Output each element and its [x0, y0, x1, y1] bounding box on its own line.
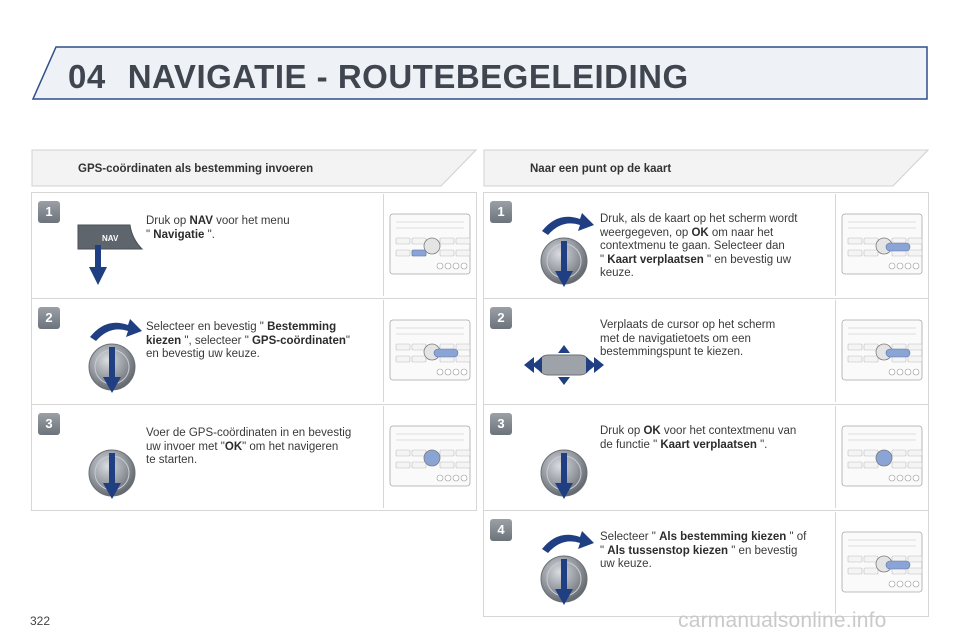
- right-steps: [483, 192, 929, 617]
- step-text-run: Selecteer ": [600, 531, 660, 543]
- instruction-step: [483, 299, 929, 405]
- instruction-step: [483, 405, 929, 511]
- step-text-run: Voer de GPS-coördinaten in en bevestig uw invoer met ": [146, 427, 352, 453]
- nav-button-with-arrow-icon: [72, 205, 152, 287]
- control-panel-icon: [383, 406, 475, 508]
- page-title: [68, 58, 689, 96]
- instruction-step: [31, 405, 477, 511]
- control-panel-icon: [383, 194, 475, 296]
- step-text-run: Druk, als de kaart op het scherm wordt weergegeven, op: [600, 213, 798, 239]
- step-text-run: Selecteer en bevestig ": [146, 321, 268, 333]
- watermark: carmanualsonline.info: [678, 609, 887, 632]
- left-section-header: [31, 149, 477, 187]
- step-number-badge: 3: [38, 413, 60, 435]
- step-number-badge: 1: [490, 201, 512, 223]
- rotary-knob-press-icon: [524, 417, 604, 499]
- control-panel-icon: [835, 300, 927, 402]
- step-text-bold: GPS-coördinaten: [251, 334, 346, 347]
- step-text-run: ", selecteer ": [181, 334, 252, 347]
- step-text-bold: Navigatie: [153, 228, 205, 241]
- step-number-badge: 4: [490, 519, 512, 541]
- step-text-run: ".: [204, 228, 215, 241]
- instruction-step: [483, 193, 929, 299]
- step-instruction-text: [146, 321, 382, 362]
- step-text-bold: Kaart verplaatsen: [607, 253, 704, 266]
- left-section-title: GPS-coördinaten als bestemming invoeren: [78, 163, 314, 175]
- step-text-run: " om het navigeren te starten.: [146, 440, 339, 466]
- step-instruction-text: [600, 213, 828, 281]
- step-number-badge: 1: [38, 201, 60, 223]
- step-text-bold: OK: [643, 425, 661, 437]
- step-number-badge: 2: [490, 307, 512, 329]
- step-text-run: ".: [756, 438, 768, 451]
- step-text-run: " en bevestig uw keuze.: [600, 253, 792, 279]
- control-panel-icon: [835, 512, 927, 614]
- step-text-run: " of ": [600, 531, 807, 557]
- rotary-knob-turn-and-press-icon: [524, 523, 604, 605]
- step-text-bold: Kaart verplaatsen: [660, 438, 757, 451]
- control-panel-icon: [383, 300, 475, 402]
- four-way-navigation-pad-icon: [524, 311, 604, 393]
- step-text-run: Druk op: [146, 215, 190, 227]
- instruction-step: [31, 299, 477, 405]
- step-text-run: " en bevestig uw keuze.: [146, 334, 351, 360]
- chapter-title: NAVIGATIE - ROUTEBEGELEIDING: [127, 58, 689, 95]
- step-text-run: " en bevestig uw keuze.: [600, 544, 798, 570]
- step-text-bold: Bestemming kiezen: [146, 321, 337, 347]
- step-number-badge: 2: [38, 307, 60, 329]
- step-text-run: voor het menu ": [146, 215, 290, 241]
- step-instruction-text: [600, 425, 828, 452]
- step-text-bold: OK: [691, 226, 709, 239]
- step-text-run: om naar het contextmenu te gaan. Selecteer dan ": [600, 226, 785, 266]
- instruction-step: [483, 511, 929, 617]
- step-text-run: Druk op: [600, 425, 644, 437]
- instruction-step: [31, 193, 477, 299]
- step-text-run: Verplaats de cursor op het scherm met de navigatietoets om een bestemmingspunt te kiezen.: [600, 319, 776, 358]
- step-text-bold: NAV: [189, 215, 213, 227]
- left-steps: [31, 192, 477, 511]
- step-instruction-text: [600, 531, 828, 572]
- step-text-bold: Als tussenstop kiezen: [607, 544, 729, 557]
- control-panel-icon: [835, 406, 927, 508]
- step-instruction-text: [146, 427, 382, 468]
- step-text-bold: OK: [224, 440, 243, 453]
- left-column: [31, 149, 477, 511]
- right-section-title: Naar een punt op de kaart: [530, 163, 672, 175]
- step-number-badge: 3: [490, 413, 512, 435]
- nav-key-label: NAV: [102, 234, 119, 243]
- step-instruction-text: [600, 319, 828, 360]
- rotary-knob-turn-and-press-icon: [72, 311, 152, 393]
- step-text-bold: Als bestemming kiezen: [659, 531, 787, 543]
- step-text-run: voor het contextmenu van de functie ": [600, 425, 797, 451]
- right-column: [483, 149, 929, 617]
- page-number: 322: [30, 614, 51, 628]
- control-panel-icon: [835, 194, 927, 296]
- right-section-header: [483, 149, 929, 187]
- chapter-number: 04: [68, 58, 106, 95]
- rotary-knob-press-icon: [72, 417, 152, 499]
- step-instruction-text: [146, 215, 382, 242]
- rotary-knob-turn-and-press-icon: [524, 205, 604, 287]
